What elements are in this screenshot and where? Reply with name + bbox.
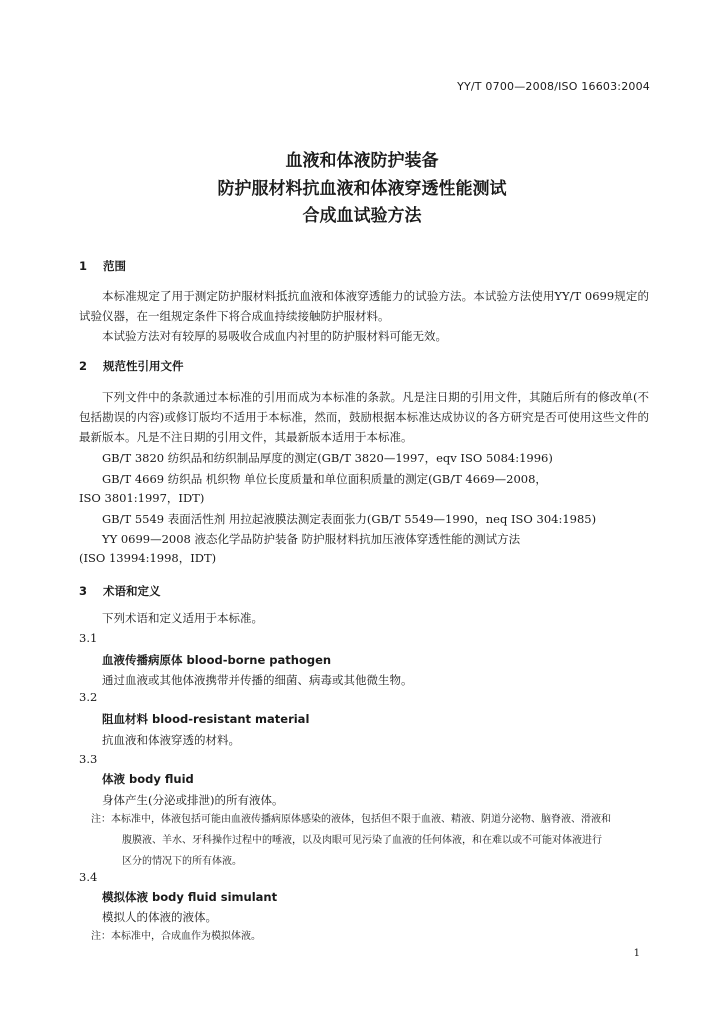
term-definition: 抗血液和体液穿透的材料。 [102, 733, 240, 747]
note-line: 注：本标准中，合成血作为模拟体液。 [91, 931, 261, 942]
term-heading: 模拟体液 body fluid simulant [102, 890, 278, 904]
section-number: 3 [79, 584, 88, 598]
section-1-paragraph-1: 本标准规定了用于测定防护服材料抵抗血液和体液穿透能力的试验方法。本试验方法使用YY/T 0699规定的试验仪器，在一组规定条件下将合成血持续接触防护服材料。 [79, 289, 649, 323]
term-heading: 体液 body fluid [102, 772, 194, 786]
reference-gbt-4669-cont: ISO 3801:1997，IDT) [79, 491, 205, 505]
section-number: 1 [79, 259, 88, 273]
page-number: 1 [633, 948, 640, 959]
term-definition: 通过血液或其他体液携带并传播的细菌、病毒或其他微生物。 [102, 673, 413, 687]
section-title: 范围 [103, 259, 126, 273]
section-1-heading [79, 258, 126, 274]
term-definition: 模拟人的体液的液体。 [102, 910, 217, 924]
section-number: 2 [79, 359, 88, 373]
section-2-heading [79, 358, 184, 374]
note-line: 注：本标准中，体液包括可能由血液传播病原体感染的液体，包括但不限于血液、精液、阴道分泌物、脑脊液、滑液和 [91, 814, 611, 825]
clause-number: 3.1 [79, 631, 98, 645]
section-3-intro: 下列术语和定义适用于本标准。 [102, 611, 263, 625]
term-heading: 血液传播病原体 blood-borne pathogen [102, 653, 332, 667]
reference-gbt-3820: GB/T 3820 纺织品和纺织制品厚度的测定(GB/T 3820—1997，eqv ISO 5084:1996) [102, 451, 553, 465]
clause-number: 3.3 [79, 752, 98, 766]
clause-number: 3.2 [79, 690, 98, 704]
term-heading: 阻血材料 blood-resistant material [102, 712, 310, 726]
section-1-paragraph-2: 本试验方法对有较厚的易吸收合成血内衬里的防护服材料可能无效。 [102, 329, 447, 343]
note-line: 区分的情况下的所有体液。 [122, 856, 242, 867]
section-title: 规范性引用文件 [103, 359, 184, 373]
note-body-fluid [79, 809, 651, 872]
section-title: 术语和定义 [103, 584, 161, 598]
reference-gbt-5549: GB/T 5549 表面活性剂 用拉起液膜法测定表面张力(GB/T 5549—1990，neq ISO 304:1985) [102, 512, 597, 526]
note-line: 腹膜液、羊水、牙科操作过程中的唾液，以及肉眼可见污染了血液的任何体液，和在难以或不可能对体液进行 [122, 835, 602, 846]
note-simulant [79, 926, 651, 947]
reference-gbt-4669: GB/T 4669 纺织品 机织物 单位长度质量和单位面积质量的测定(GB/T 4669—2008， [102, 472, 547, 486]
section-3-heading [79, 583, 161, 599]
term-definition: 身体产生(分泌或排泄)的所有液体。 [102, 793, 284, 807]
title-line-3: 合成血试验方法 [302, 206, 422, 226]
title-line-1: 血液和体液防护装备 [285, 151, 439, 171]
title-line-2: 防护服材料抗血液和体液穿透性能测试 [217, 179, 507, 199]
clause-number: 3.4 [79, 870, 98, 884]
standard-number-header: YY/T 0700—2008/ISO 16603:2004 [457, 80, 650, 93]
reference-yy-0699-cont: (ISO 13994:1998，IDT) [79, 551, 217, 565]
section-2-paragraph: 下列文件中的条款通过本标准的引用而成为本标准的条款。凡是注日期的引用文件，其随后所有的修改单(不包括勘误的内容)或修订版均不适用于本标准，然而，鼓励根据本标准达成协议的各方研究是否可使用这些文件的最新版本。凡是不注日期的引用文件，其最新版本适用于本标准。 [79, 390, 649, 444]
reference-yy-0699: YY 0699—2008 液态化学品防护装备 防护服材料抗加压液体穿透性能的测试方法 [102, 532, 521, 546]
